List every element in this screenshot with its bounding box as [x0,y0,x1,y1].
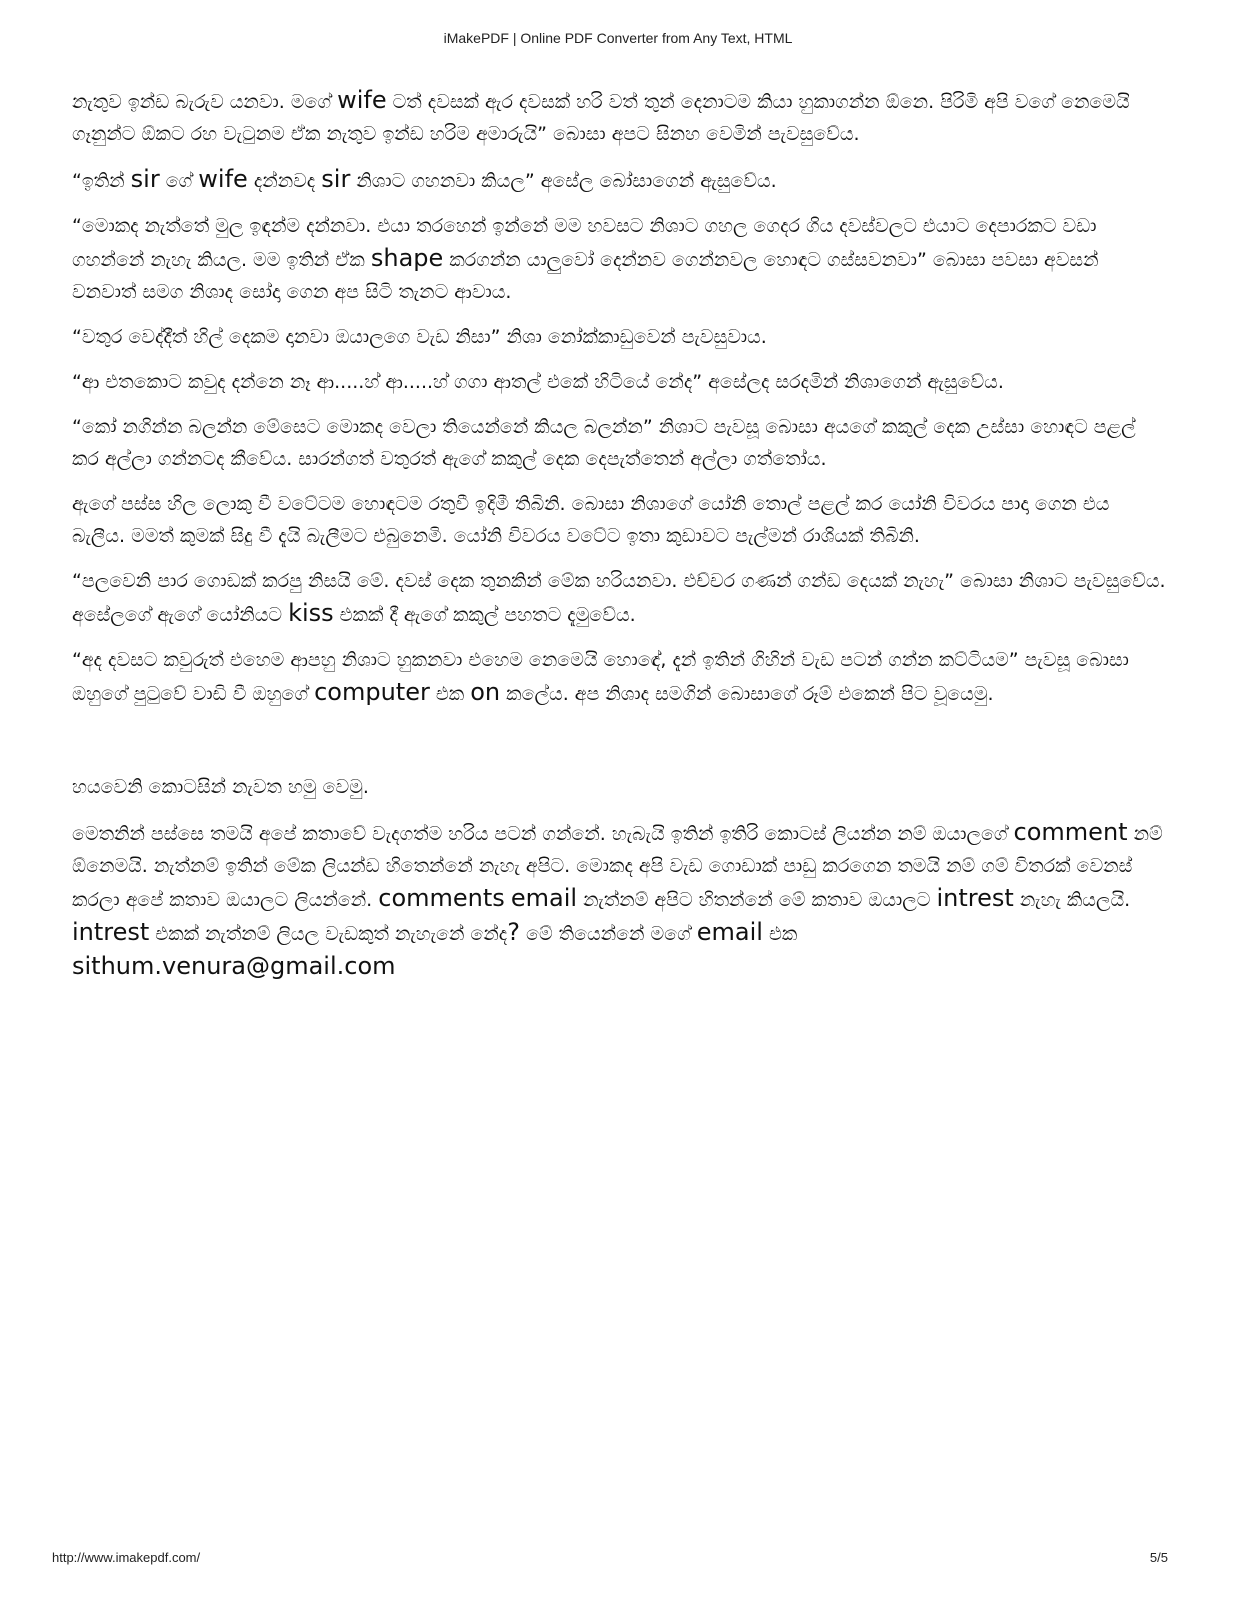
paragraph: “කෝ නගින්න බලන්න මේසෙට මොකද වෙලා තියෙන්නේ කියල බලන්න” නිශාට පැවසූ බොසා අයගේ කකුල් දෙක උස්සා හොඳට පළල් කර අල්ලා ගන්නටද කීවේය. සාරන්ගත් වතුරත් ඇගේ කකුල් දෙක දෙපැත්තෙන් අල්ලා ගත්තෝය. [72,416,1136,470]
paragraph: “පලවෙනි පාර ගොඩක් කරපු නිසයි මේ. දවස් දෙක තුනකින් මේක හරියනවා. එච්චර ගණන් ගන්ඩ දෙයක් නැහැ” බොසා නිශාට පැවසුවේය. අසේලගේ ඇගේ යෝනියට kiss එකක් දී ඇගේ කකුල් පහතට දැමුවේය. [72,570,1166,627]
closing-text: මෙතනින් පස්සෙ තමයි අපේ කතාවේ වැදගත්ම හරිය පටන් ගන්නේ. හැබැයි ඉතින් ඉතිරි කොටස් ලියන්න නම් ඔයාලගේ comment නම් ඕනෙමයි. නැත්නම් ඉතින් මේක ලියන්ඩ හිතෙන්නේ නැහැ අපිට. මොකද අපි වැඩ ගොඩාක් පාඩු කරගෙන තමයි නම් ගම් විතරක් වෙනස් කරලා අපේ කතාව ඔයාලට ලියන්නේ. comments email නැත්නම් අපිට හිතන්නේ මේ කතාව ඔයාලට intrest නැහැ කියලයි. intrest එකක් නැත්නම් ලියල වැඩකුත් නැහැනේ නේද? මේ තියෙන්නේ මගේ email එක [72,818,1163,946]
paragraph: ඇගේ පස්ස හිල ලොකු වී වටේටම හොඳටම රතුවී ඉදිමී තිබිනි. බොසා නිශාගේ යෝනි තොල් පළල් කර යෝනි විවරය පාදා ගෙන එය බැලීය. මමත් කුමක් සිදු වී දැයි බැලීමට එබුනෙමි. යෝනි විවරය වටේට ඉතා කුඩාවට පැල්මන් රාශියක් තිබිනි. [72,493,1110,547]
closing-paragraph [72,816,1167,982]
footer-url[interactable]: http://www.imakepdf.com/ [52,1550,201,1565]
section-closing-line: හයවෙනි කොටසින් නැවත හමු වෙමු. [72,776,369,798]
document-body [72,84,1167,995]
section-gap [72,723,1167,771]
paragraph: “අද දවසට කවුරුත් එහෙම ආපහු නිශාට හුකනවා එහෙම නෙමෙයි හොඳේ, දැන් ඉතින් ගිහින් වැඩ පටන් ගන්න කට්ටියම” පැවසූ බොසා ඔහුගේ පුටුවේ වාඩි වී ඔහුගේ computer එක on කලේය. අප නිශාද සමගින් බොසාගේ රූම් එකෙන් පිට වූයෙමු. [72,649,1129,706]
paragraph: “ඉතින් sir ගේ wife දන්නවද sir නිශාට ගහනවා කියල” අසේල බෝසාගෙන් ඇසුවේය. [72,165,777,193]
paragraph: නැතුව ඉන්ඩ බැරුව යනවා. මගේ wife ටත් දවසක් ඇර දවසක් හරි වත් තුන් දෙනාටම කියා හුකාගන්න ඕනෙ. පිරිමි අපි වගේ නෙමෙයි ගෑනුන්ට ඕකට රහ වැටුනම ඒක නැතුව ඉන්ඩ හරිම අමාරුයි” බොසා අපට සිනහ වෙමින් පැවසුවේය. [72,86,1130,145]
page-header: iMakePDF | Online PDF Converter from Any Text, HTML [443,30,793,46]
paragraph: “වතුර වෙද්දීත් හිල් දෙකම දානවා ඔයාලගෙ වැඩ නිසා” නිශා නෝක්කාඩුවෙන් පැවසුවාය. [72,326,767,348]
paragraph: “ආ එතකොට කවුද දන්නෙ නෑ ආ.....හ් ආ.....හ් ගගා ආතල් එකේ හිටියේ නේද” අසේලද සරදමින් නිශාගෙන් ඇසුවේය. [72,371,1004,393]
page-number: 5/5 [1149,1550,1168,1565]
paragraph: “මොකද නැත්තේ මුල ඉඳන්ම දන්නවා. එයා තරහෙන් ඉන්නේ මම හවසට නිශාට ගහල ගෙදර ගිය දවස්වලට එයාට දෙපාරකට වඩා ගහන්නේ නැහැ කියල. මම ඉතින් ඒක shape කරගන්න යාලුවෝ දෙන්නව ගෙන්නවල හොඳට ගස්සවනවා” බොසා පවසා අවසන් වනවාත් සමග නිශාද සෝදා ගෙන අප සිටි තැනට ආවාය. [72,215,1099,303]
contact-email[interactable]: sithum.venura@gmail.com [72,952,396,980]
